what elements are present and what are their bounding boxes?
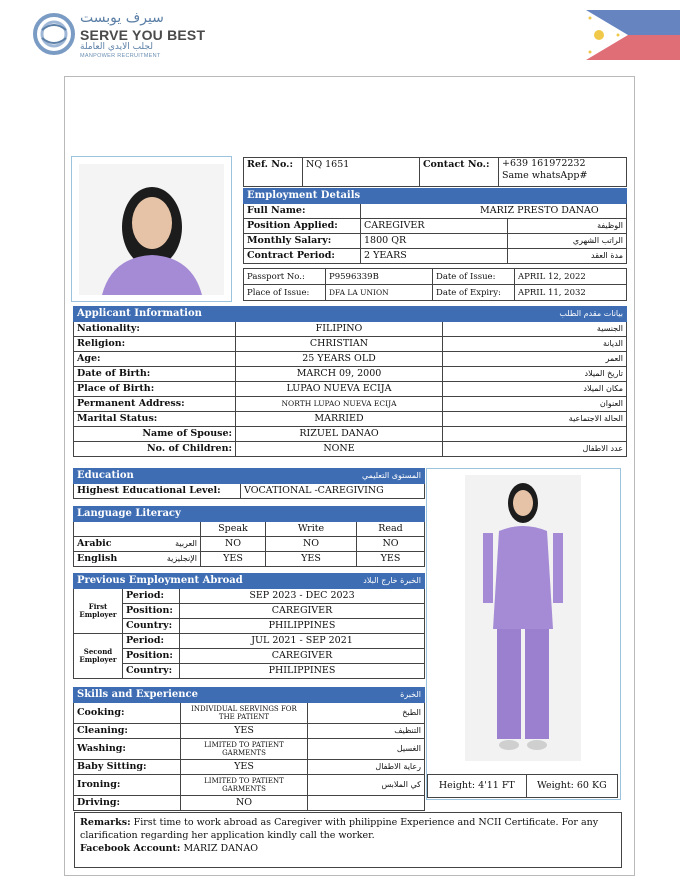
salary-value: 1800 QR xyxy=(361,234,508,249)
first-employer-label: First Employer xyxy=(74,589,123,634)
read-header: Read xyxy=(357,522,425,537)
ironing-value: LIMITED TO PATIENT GARMENTS xyxy=(181,775,308,796)
position-value-1: CAREGIVER xyxy=(180,604,425,619)
religion-ar: الديانة xyxy=(443,337,627,352)
measurements-table xyxy=(427,774,618,798)
cleaning-ar: التنظيف xyxy=(308,724,425,739)
contract-value: 2 YEARS xyxy=(361,249,508,264)
passport-table xyxy=(243,268,627,301)
applicant-photo-fullbody xyxy=(426,468,621,800)
age-value: 25 YEARS OLD xyxy=(236,352,443,367)
passport-value: P9596339B xyxy=(326,269,433,285)
skills-title: Skills and Experience xyxy=(77,689,198,700)
issue-date-label: Date of Issue: xyxy=(433,269,515,285)
applicant-table xyxy=(73,306,627,457)
issue-date-value: APRIL 12, 2022 xyxy=(515,269,627,285)
remarks-text: First time to work abroad as Caregiver with philippine Experience and NCII Certificate. For any clarification regarding her application kindly call the worker. xyxy=(80,817,599,841)
arabic-speak: NO xyxy=(201,537,266,552)
expiry-value: APRIL 11, 2032 xyxy=(515,285,627,301)
full-name-value: MARIZ PRESTO DANAO xyxy=(361,204,627,219)
babysitting-label: Baby Sitting: xyxy=(74,760,181,775)
dob-label: Date of Birth: xyxy=(74,367,236,382)
education-title-ar: المستوى التعليمي xyxy=(361,471,421,480)
english-lang-cell xyxy=(74,552,201,567)
ref-label: Ref. No.: xyxy=(244,158,303,187)
driving-value: NO xyxy=(181,796,308,811)
arabic-read: NO xyxy=(357,537,425,552)
position-label: Position Applied: xyxy=(244,219,361,234)
employment-section-title: Employment Details xyxy=(244,189,627,204)
ironing-label: Ironing: xyxy=(74,775,181,796)
speak-header: Speak xyxy=(201,522,266,537)
philippines-flag-icon xyxy=(586,10,680,60)
education-section-title xyxy=(74,469,425,484)
age-ar: العمر xyxy=(443,352,627,367)
applicant-section-title xyxy=(74,307,627,322)
pob-label: Place of Birth: xyxy=(74,382,236,397)
applicant-title-ar: بيانات مقدم الطلب xyxy=(559,309,623,318)
spouse-label: Name of Spouse: xyxy=(74,427,236,442)
height-value: Height: 4'11 FT xyxy=(428,775,527,798)
religion-label: Religion: xyxy=(74,337,236,352)
position-value: CAREGIVER xyxy=(361,219,508,234)
remarks-label: Remarks: xyxy=(80,817,131,828)
country-label-1: Country: xyxy=(123,619,180,634)
facebook-value: MARIZ DANAO xyxy=(183,843,258,854)
period-label-1: Period: xyxy=(123,589,180,604)
position-label-2: Position: xyxy=(123,649,180,664)
arabic-lang-cell xyxy=(74,537,201,552)
logo-title: SERVE YOU BEST xyxy=(80,27,206,43)
children-value: NONE xyxy=(236,442,443,457)
children-ar: عدد الاطفال xyxy=(443,442,627,457)
pob-ar: مكان الميلاد xyxy=(443,382,627,397)
period-label-2: Period: xyxy=(123,634,180,649)
ref-value: NQ 1651 xyxy=(303,158,420,187)
contact-note: Same whatsApp# xyxy=(502,170,588,181)
previous-employment-table xyxy=(73,573,425,679)
marital-value: MARRIED xyxy=(236,412,443,427)
passport-label: Passport No.: xyxy=(244,269,326,285)
employment-table xyxy=(243,188,627,264)
english-ar: الإنجليزية xyxy=(166,554,197,563)
logo-subtitle: MANPOWER RECRUITMENT xyxy=(80,53,161,59)
position-value-2: CAREGIVER xyxy=(180,649,425,664)
applicant-photo-portrait xyxy=(71,156,232,302)
previous-title: Previous Employment Abroad xyxy=(77,575,243,586)
remarks-box xyxy=(74,812,622,868)
pob-value: LUPAO NUEVA ECIJA xyxy=(236,382,443,397)
nationality-ar: الجنسية xyxy=(443,322,627,337)
position-ar: الوظيفة xyxy=(508,219,627,234)
previous-section-title xyxy=(74,574,425,589)
address-ar: العنوان xyxy=(443,397,627,412)
expiry-label: Date of Expiry: xyxy=(433,285,515,301)
nationality-label: Nationality: xyxy=(74,322,236,337)
english-label: English xyxy=(77,553,118,564)
language-table xyxy=(73,506,425,567)
driving-label: Driving: xyxy=(74,796,181,811)
skills-table xyxy=(73,687,425,811)
children-label: No. of Children: xyxy=(74,442,236,457)
cleaning-value: YES xyxy=(181,724,308,739)
contract-label: Contract Period: xyxy=(244,249,361,264)
age-label: Age: xyxy=(74,352,236,367)
period-value-1: SEP 2023 - DEC 2023 xyxy=(180,589,425,604)
spouse-ar xyxy=(443,427,627,442)
reference-table xyxy=(243,157,627,187)
country-value-2: PHILIPPINES xyxy=(180,664,425,679)
address-value: NORTH LUPAO NUEVA ECIJA xyxy=(236,397,443,412)
spouse-value: RIZUEL DANAO xyxy=(236,427,443,442)
english-write: YES xyxy=(266,552,357,567)
washing-value: LIMITED TO PATIENT GARMENTS xyxy=(181,739,308,760)
country-label-2: Country: xyxy=(123,664,180,679)
education-label: Highest Educational Level: xyxy=(74,484,241,499)
cleaning-label: Cleaning: xyxy=(74,724,181,739)
skills-title-ar: الخبرة xyxy=(400,690,421,699)
dob-value: MARCH 09, 2000 xyxy=(236,367,443,382)
cooking-label: Cooking: xyxy=(74,703,181,724)
second-employer-label: Second Employer xyxy=(74,634,123,679)
english-speak: YES xyxy=(201,552,266,567)
contact-label: Contact No.: xyxy=(420,158,499,187)
arabic-ar: العربية xyxy=(175,539,197,548)
weight-value: Weight: 60 KG xyxy=(526,775,617,798)
education-table xyxy=(73,468,425,499)
arabic-label: Arabic xyxy=(77,538,112,549)
place-issue-value: DFA LA UNION xyxy=(326,285,433,301)
marital-label: Marital Status: xyxy=(74,412,236,427)
nationality-value: FILIPINO xyxy=(236,322,443,337)
logo-arabic-title: سيرف يوبست xyxy=(80,10,164,26)
logo-arabic-subtitle: لجلب الايدي العاملة xyxy=(80,42,153,52)
contract-ar: مدة العقد xyxy=(508,249,627,264)
period-value-2: JUL 2021 - SEP 2021 xyxy=(180,634,425,649)
full-name-label: Full Name: xyxy=(244,204,361,219)
arabic-write: NO xyxy=(266,537,357,552)
facebook-label: Facebook Account: xyxy=(80,843,181,854)
cooking-value: INDIVIDUAL SERVINGS FOR THE PATIENT xyxy=(181,703,308,724)
dob-ar: تاريخ الميلاد xyxy=(443,367,627,382)
address-label: Permanent Address: xyxy=(74,397,236,412)
contact-value: +639 161972232 xyxy=(502,158,586,169)
religion-value: CHRISTIAN xyxy=(236,337,443,352)
education-value: VOCATIONAL -CAREGIVING xyxy=(241,484,425,499)
write-header: Write xyxy=(266,522,357,537)
washing-ar: الغسيل xyxy=(308,739,425,760)
contact-cell xyxy=(499,158,627,187)
driving-ar xyxy=(308,796,425,811)
english-read: YES xyxy=(357,552,425,567)
place-issue-label: Place of Issue: xyxy=(244,285,326,301)
country-value-1: PHILIPPINES xyxy=(180,619,425,634)
marital-ar: الحالة الاجتماعية xyxy=(443,412,627,427)
babysitting-ar: رعاية الاطفال xyxy=(308,760,425,775)
cooking-ar: الطبخ xyxy=(308,703,425,724)
company-logo-icon xyxy=(32,12,76,56)
position-label-1: Position: xyxy=(123,604,180,619)
salary-label: Monthly Salary: xyxy=(244,234,361,249)
language-section-title: Language Literacy xyxy=(74,507,425,522)
education-title: Education xyxy=(77,470,134,481)
applicant-title: Applicant Information xyxy=(77,308,202,319)
babysitting-value: YES xyxy=(181,760,308,775)
salary-ar: الراتب الشهري xyxy=(508,234,627,249)
washing-label: Washing: xyxy=(74,739,181,760)
skills-section-title xyxy=(74,688,425,703)
previous-title-ar: الخبرة خارج البلاد xyxy=(363,576,421,585)
ironing-ar: كي الملابس xyxy=(308,775,425,796)
